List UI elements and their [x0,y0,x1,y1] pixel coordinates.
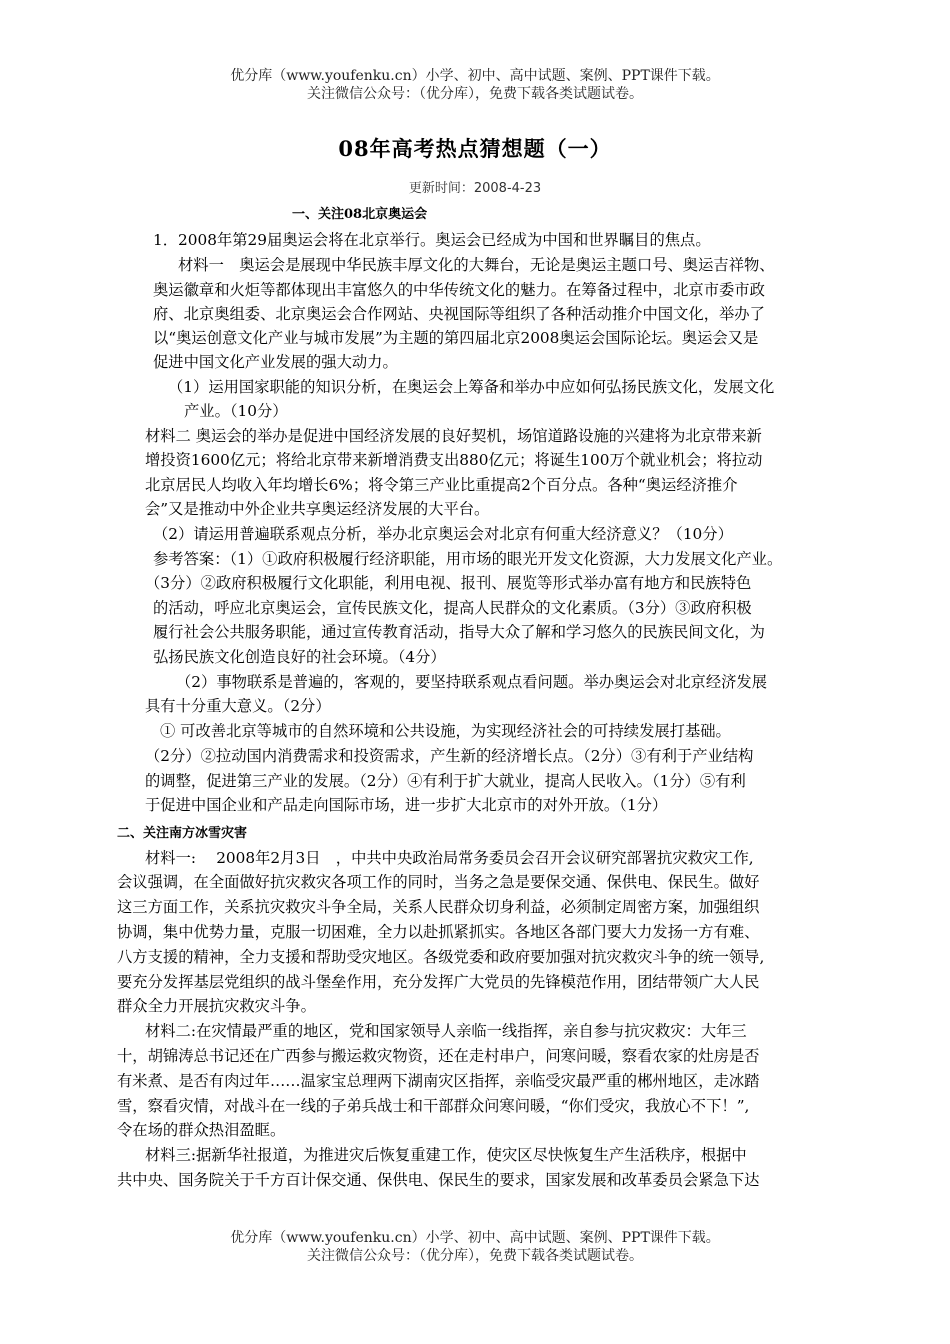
section1-heading: 一、关注08北京奥运会 [292,207,428,222]
paragraph-line: 参考答案：（1）①政府积极履行经济职能，用市场的眼光开发文化资源，大力发展文化产业。 [153,550,783,568]
paragraph-line: 以“奥运创意文化产业与城市发展”为主题的第四届北京2008奥运会国际论坛。奥运会又是 [153,329,759,347]
paragraph-line: 协调，集中优势力量，克服一切困难，全力以赴抓紧抓实。各地区各部门要大力发扬一方有难、 [117,923,760,941]
paragraph-line: 材料二 奥运会的举办是促进中国经济发展的良好契机，场馆道路设施的兴建将为北京带来新 [145,427,762,445]
paragraph-line: （2）请运用普遍联系观点分析，举办北京奥运会对北京有何重大经济意义？（10分） [153,525,733,543]
paragraph-line: （3分）②政府积极履行文化职能，利用电视、报刊、展览等形式举办富有地方和民族特色 [145,574,752,592]
paragraph-line: 会议强调，在全面做好抗灾救灾各项工作的同时，当务之急是要保交通、保供电、保民生。做好 [117,873,760,891]
paragraph-line: 奥运徽章和火炬等都体现出丰富悠久的中华传统文化的魅力。在筹备过程中，北京市委市政 [153,281,765,299]
footer-line-2: 关注微信公众号：（优分库），免费下载各类试题试卷。 [307,1248,643,1264]
paragraph-line: （2）事物联系是普遍的，客观的，要坚持联系观点看问题。举办奥运会对北京经济发展 [176,673,768,691]
paragraph-line: 材料三:据新华社报道，为推进灾后恢复重建工作，使灾区尽快恢复生产生活秩序，根据中 [145,1146,747,1164]
document-title: 08年高考热点猜想题（一） [338,136,612,161]
paragraph-line: 增投资1600亿元；将给北京带来新增消费支出880亿元；将诞生100万个就业机会；将拉动 [145,451,763,469]
paragraph-line: ① 可改善北京等城市的自然环境和公共设施，为实现经济社会的可持续发展打基础。 [160,722,731,740]
paragraph-line: 材料二:在灾情最严重的地区，党和国家领导人亲临一线指挥，亲自参与抗灾救灾：大年三 [145,1022,747,1040]
update-time: 更新时间：2008-4-23 [408,181,542,196]
paragraph-line: 八方支援的精神，全力支援和帮助受灾地区。各级党委和政府要加强对抗灾救灾斗争的统一领导, [117,948,765,966]
paragraph-line: 弘扬民族文化创造良好的社会环境。（4分） [153,648,446,666]
paragraph-line: 要充分发挥基层党组织的战斗堡垒作用，充分发挥广大党员的先锋模范作用，团结带领广大人民 [117,973,760,991]
paragraph-line: （1）运用国家职能的知识分析，在奥运会上筹备和举办中应如何弘扬民族文化，发展文化 [168,378,775,396]
paragraph-line: 的调整，促进第三产业的发展。（2分）④有利于扩大就业，提高人民收入。（1分）⑤有利 [145,772,746,790]
paragraph-line: 会”又是推动中外企业共享奥运经济发展的大平台。 [145,500,490,518]
paragraph-line: 有米煮、是否有肉过年……温家宝总理两下湖南灾区指挥，亲临受灾最严重的郴州地区，走冰踏 [117,1072,760,1090]
header-line-1: 优分库（www.youfenku.cn）小学、初中、高中试题、案例、PPT课件下载。 [230,68,720,84]
header-line-2: 关注微信公众号：（优分库），免费下载各类试题试卷。 [307,86,643,102]
section2-heading: 二、关注南方冰雪灾害 [117,826,248,841]
paragraph-line: 产业。（10分） [184,402,288,420]
paragraph-line: 材料一 奥运会是展现中华民族丰厚文化的大舞台，无论是奥运主题口号、奥运吉祥物、 [178,256,775,274]
paragraph-line: 府、北京奥组委、北京奥运会合作网站、央视国际等组织了各种活动推介中国文化，举办了 [153,305,765,323]
paragraph-line: 令在场的群众热泪盈眶。 [117,1121,286,1139]
paragraph-line: （2分）②拉动国内消费需求和投资需求，产生新的经济增长点。（2分）③有利于产业结构 [145,747,754,765]
paragraph-line: 1．2008年第29届奥运会将在北京举行。奥运会已经成为中国和世界瞩目的焦点。 [153,231,711,249]
footer-line-1: 优分库（www.youfenku.cn）小学、初中、高中试题、案例、PPT课件下载。 [230,1230,720,1246]
paragraph-line: 雪，察看灾情，对战斗在一线的子弟兵战士和干部群众问寒问暖，“你们受灾，我放心不下！”, [117,1097,750,1115]
paragraph-line: 的活动，呼应北京奥运会，宣传民族文化，提高人民群众的文化素质。（3分）③政府积极 [153,599,752,617]
paragraph-line: 共中央、国务院关于千方百计保交通、保供电、保民生的要求，国家发展和改革委员会紧急下达 [117,1171,760,1189]
paragraph-line: 于促进中国企业和产品走向国际市场，进一步扩大北京市的对外开放。（1分） [145,796,668,814]
paragraph-line: 这三方面工作，关系抗灾救灾斗争全局，关系人民群众切身利益，必须制定周密方案，加强组织 [117,898,760,916]
paragraph-line: 北京居民人均收入年均增长6%；将令第三产业比重提高2个百分点。各种“奥运经济推介 [145,476,738,494]
paragraph-line: 促进中国文化产业发展的强大动力。 [153,353,398,371]
paragraph-line: 十，胡锦涛总书记还在广西参与搬运救灾物资，还在走村串户，问寒问暖，察看农家的灶房是否 [117,1047,760,1065]
paragraph-line: 具有十分重大意义。（2分） [145,697,331,715]
paragraph-line: 材料一: 2008年2月3日 ，中共中央政治局常务委员会召开会议研究部署抗灾救灾工作, [145,849,754,867]
paragraph-line: 群众全力开展抗灾救灾斗争。 [117,997,316,1015]
paragraph-line: 履行社会公共服务职能，通过宣传教育活动，指导大众了解和学习悠久的民族民间文化，为 [153,623,765,641]
